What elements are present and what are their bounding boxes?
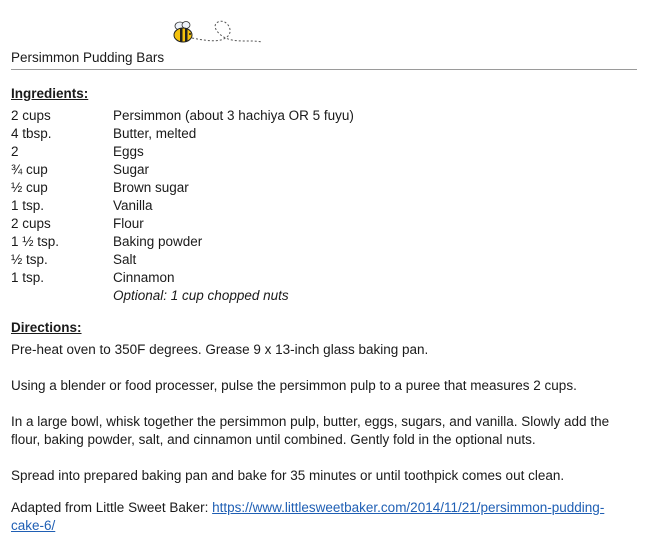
ingredient-row <box>11 161 354 179</box>
ingredient-name: Persimmon (about 3 hachiya OR 5 fuyu) <box>113 108 354 123</box>
ingredient-row <box>11 197 354 215</box>
ingredient-row <box>11 269 354 287</box>
ingredient-name: Salt <box>113 252 137 267</box>
ingredient-name: Sugar <box>113 162 150 177</box>
credit-prefix: Adapted from Little Sweet Baker: <box>11 500 213 515</box>
ingredient-row <box>11 143 354 161</box>
direction-step: Spread into prepared baking pan and bake for 35 minutes or until toothpick comes out clean. <box>11 468 565 483</box>
ingredient-quantity: ½ cup <box>11 180 48 195</box>
ingredients-heading: Ingredients: <box>11 86 89 101</box>
ingredient-quantity: 2 <box>11 144 19 159</box>
ingredient-quantity: 1 tsp. <box>11 270 45 285</box>
source-link[interactable]: https://www.littlesweetbaker.com/2014/11/21/persimmon-pudding-cake-6/ <box>11 500 605 533</box>
ingredient-quantity: 2 cups <box>11 216 51 231</box>
ingredient-row <box>11 107 354 125</box>
ingredient-name: Eggs <box>113 144 144 159</box>
ingredient-row <box>11 125 354 143</box>
ingredient-optional-note: Optional: 1 cup chopped nuts <box>113 288 289 303</box>
ingredient-row <box>11 233 354 251</box>
ingredient-quantity: 1 tsp. <box>11 198 45 213</box>
ingredient-name: Baking powder <box>113 234 203 249</box>
ingredient-row <box>11 215 354 233</box>
ingredient-row-optional <box>11 287 354 305</box>
source-credit <box>11 499 621 535</box>
direction-step: Using a blender or food processer, pulse the persimmon pulp to a puree that measures 2 cups. <box>11 378 577 393</box>
ingredient-name: Flour <box>113 216 144 231</box>
ingredient-quantity: 1 ½ tsp. <box>11 234 60 249</box>
ingredient-quantity: 4 tbsp. <box>11 126 52 141</box>
ingredient-quantity: ¾ cup <box>11 162 48 177</box>
ingredient-row <box>11 251 354 269</box>
ingredient-name: Cinnamon <box>113 270 175 285</box>
ingredient-name: Brown sugar <box>113 180 189 195</box>
direction-step: In a large bowl, whisk together the persimmon pulp, butter, eggs, sugars, and vanilla. Slowly add the flour, baking powder, salt, and cinnamon until combined. Gently fold in the optional nuts. <box>11 414 610 447</box>
ingredient-row <box>11 179 354 197</box>
ingredient-name: Vanilla <box>113 198 153 213</box>
directions-heading: Directions: <box>11 320 82 335</box>
bee-icon <box>172 12 264 46</box>
ingredient-list <box>11 107 354 305</box>
ingredient-quantity: 2 cups <box>11 108 51 123</box>
direction-step: Pre-heat oven to 350F degrees. Grease 9 x 13-inch glass baking pan. <box>11 342 429 357</box>
ingredient-name: Butter, melted <box>113 126 197 141</box>
ingredient-quantity: ½ tsp. <box>11 252 48 267</box>
title-divider <box>11 69 637 70</box>
page-title: Persimmon Pudding Bars <box>11 50 165 65</box>
